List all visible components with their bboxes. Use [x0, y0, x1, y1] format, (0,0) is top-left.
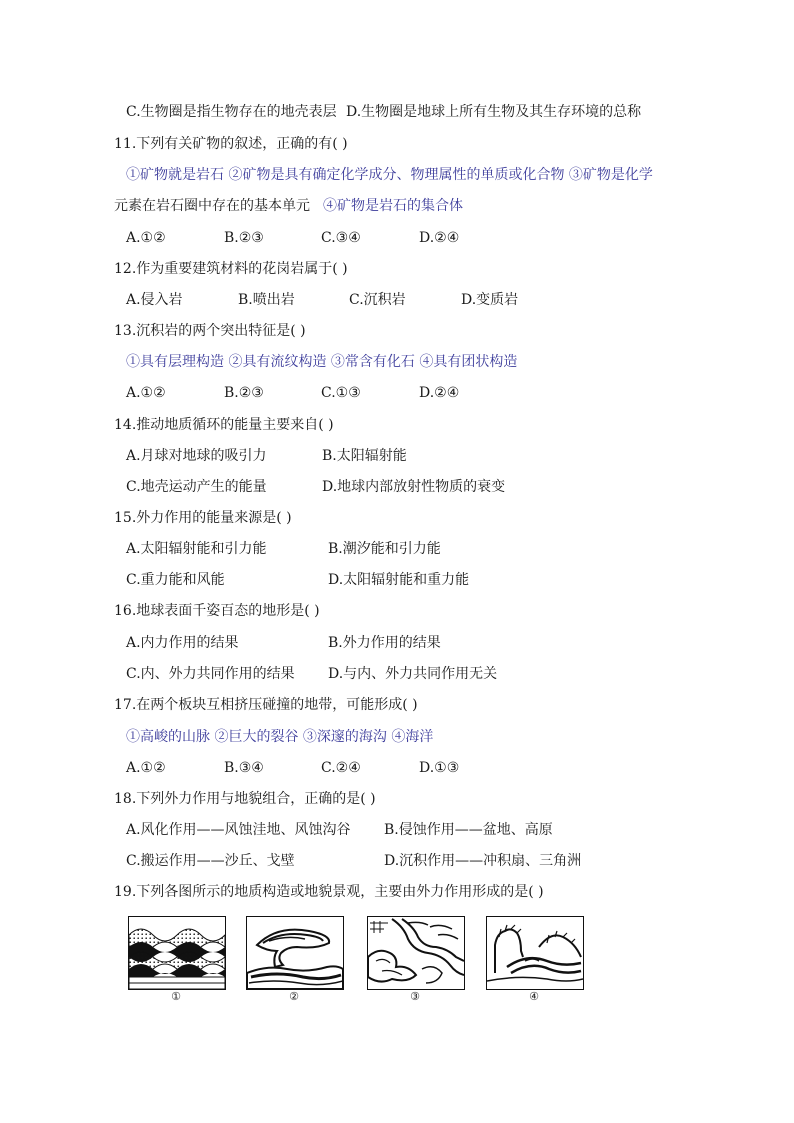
q19-stem: 19.下列各图所示的地质构造或地貌景观，主要由外力作用形成的是( ) [114, 884, 544, 900]
q18-option-d: D.沉积作用——冲积扇、三角洲 [384, 853, 582, 869]
q14-option-d: D.地球内部放射性物质的衰变 [322, 479, 506, 495]
q18-stem: 18.下列外力作用与地貌组合，正确的是( ) [114, 791, 376, 807]
q13-option-c: C.①③ [321, 385, 361, 401]
q16-option-c: C.内、外力共同作用的结果 [126, 666, 295, 682]
q11-option-c: C.③④ [321, 230, 361, 246]
q15-option-a: A.太阳辐射能和引力能 [126, 541, 267, 557]
figure-label-4: ④ [529, 990, 539, 1003]
q15-stem: 15.外力作用的能量来源是( ) [114, 510, 292, 526]
q14-option-c: C.地壳运动产生的能量 [126, 479, 267, 495]
q17-option-a: A.①② [126, 760, 166, 776]
q13-option-a: A.①② [126, 385, 166, 401]
figure-river-valley [367, 916, 465, 990]
q18-option-a: A.风化作用——风蚀洼地、风蚀沟谷 [126, 822, 351, 838]
q16-option-a: A.内力作用的结果 [126, 635, 239, 651]
q18-option-b: B.侵蚀作用——盆地、高原 [384, 822, 553, 838]
q13-stem: 13.沉积岩的两个突出特征是( ) [114, 323, 306, 339]
figure-label-2: ② [289, 990, 299, 1003]
q15-option-c: C.重力能和风能 [126, 572, 225, 588]
figure-label-3: ③ [410, 990, 420, 1003]
q11-item-4: ④矿物是岩石的集合体 [323, 198, 463, 214]
q14-option-a: A.月球对地球的吸引力 [126, 448, 267, 464]
q14-option-b: B.太阳辐射能 [322, 448, 407, 464]
q17-option-c: C.②④ [321, 760, 361, 776]
q12-option-c: C.沉积岩 [349, 292, 406, 308]
q18-option-c: C.搬运作用——沙丘、戈壁 [126, 853, 295, 869]
figure-mushroom-rock [246, 916, 344, 990]
q17-option-d: D.①③ [419, 760, 460, 776]
q10-option-d: D.生物圈是地球上所有生物及其生存环境的总称 [346, 104, 642, 120]
q14-stem: 14.推动地质循环的能量主要来自( ) [114, 417, 334, 433]
q12-option-d: D.变质岩 [461, 292, 519, 308]
q13-items: ①具有层理构造 ②具有流纹构造 ③常含有化石 ④具有团状构造 [126, 354, 518, 370]
q17-option-b: B.③④ [224, 760, 264, 776]
q13-option-b: B.②③ [224, 385, 264, 401]
figure-mountain-landscape [486, 916, 584, 990]
q11-stem: 11.下列有关矿物的叙述，正确的有( ) [114, 136, 348, 152]
q16-stem: 16.地球表面千姿百态的地形是( ) [114, 603, 320, 619]
q13-option-d: D.②④ [419, 385, 460, 401]
q11-option-d: D.②④ [419, 230, 460, 246]
q17-stem: 17.在两个板块互相挤压碰撞的地带，可能形成( ) [114, 697, 418, 713]
q11-items-line2: 元素在岩石圈中存在的基本单元 [114, 198, 310, 214]
q12-stem: 12.作为重要建筑材料的花岗岩属于( ) [114, 261, 348, 277]
q11-items-line1: ①矿物就是岩石 ②矿物是具有确定化学成分、物理属性的单质或化合物 ③矿物是化学 [126, 167, 653, 183]
q15-option-d: D.太阳辐射能和重力能 [328, 572, 470, 588]
q17-items: ①高峻的山脉 ②巨大的裂谷 ③深邃的海沟 ④海洋 [126, 729, 434, 745]
figure-folded-strata [128, 916, 226, 990]
q12-option-b: B.喷出岩 [238, 292, 295, 308]
q11-option-b: B.②③ [224, 230, 264, 246]
q12-option-a: A.侵入岩 [126, 292, 183, 308]
q10-option-c: C.生物圈是指生物存在的地壳表层 [126, 104, 337, 120]
q16-option-b: B.外力作用的结果 [328, 635, 441, 651]
q15-option-b: B.潮汐能和引力能 [328, 541, 441, 557]
figure-label-1: ① [171, 990, 181, 1003]
q16-option-d: D.与内、外力共同作用无关 [328, 666, 498, 682]
q11-option-a: A.①② [126, 230, 166, 246]
